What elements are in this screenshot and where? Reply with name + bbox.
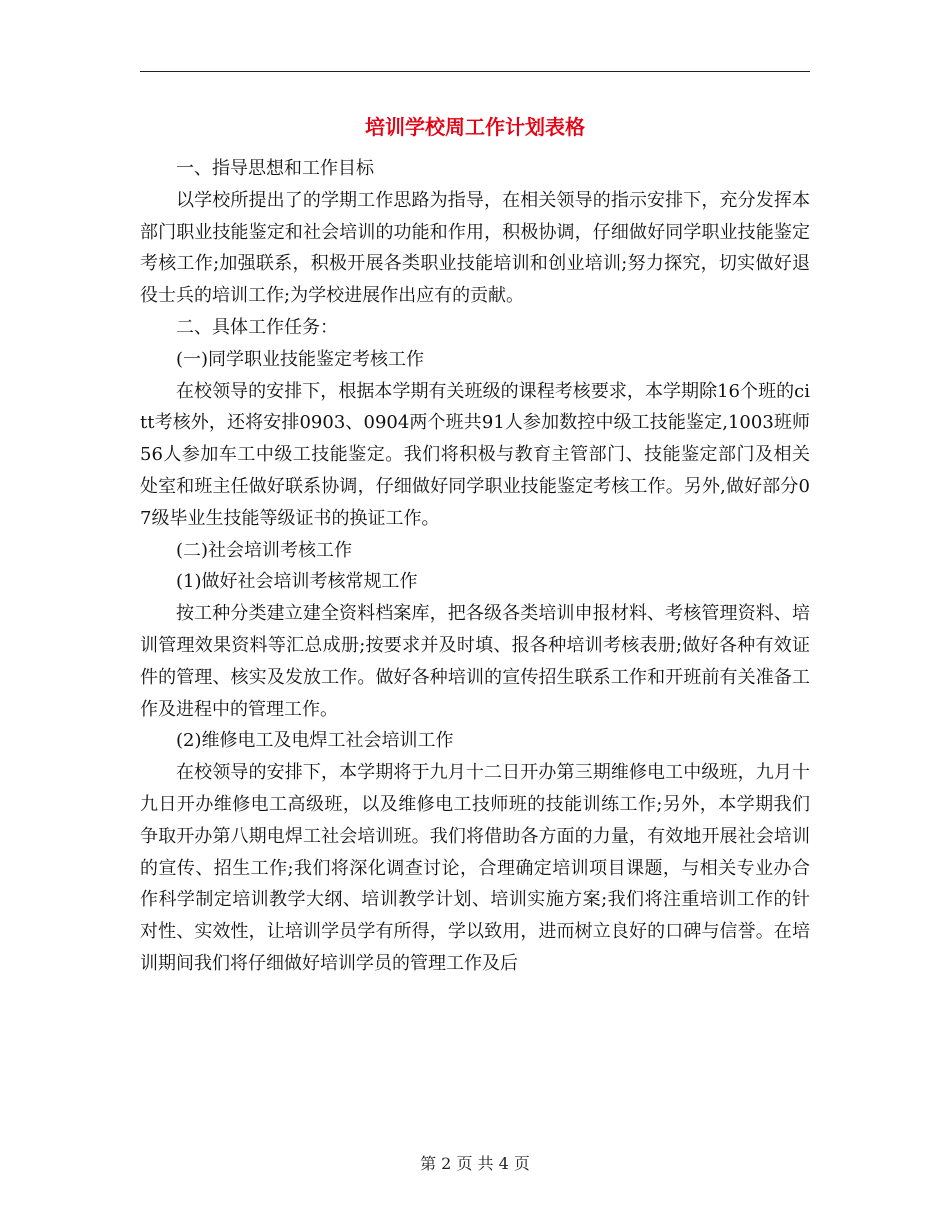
header-rule <box>140 71 810 72</box>
paragraph-subheading: (1)做好社会培训考核常规工作 <box>176 571 418 593</box>
paragraph-subheading: (2)维修电工及电焊工社会培训工作 <box>176 730 454 752</box>
paragraph: 按工种分类建立建全资料档案库，把各级各类培训申报材料、考核管理资料、培训管理效果资料等汇总成册;按要求并及时填、报各种培训考核表册;做好各种有效证件的管理、核实及发放工作。做好各种培训的宣传招生联系工作和开班前有关准备工作及进程中的管理工作。 <box>140 603 810 720</box>
document-title: 培训学校周工作计划表格 <box>365 115 585 139</box>
paragraph-subheading: (二)社会培训考核工作 <box>176 539 353 561</box>
paragraph: 在校领导的安排下，本学期将于九月十二日开办第三期维修电工中级班，九月十九日开办维修电工高级班，以及维修电工技师班的技能训练工作;另外，本学期我们争取开办第八期电焊工社会培训班。我们将借助各方面的力量，有效地开展社会培训的宣传、招生工作;我们将深化调查讨论，合理确定培训项目课题，与相关专业办合作科学制定培训教学大纲、培训教学计划、培训实施方案;我们将注重培训工作的针对性、实效性，让培训学员学有所得，学以致用，进而树立良好的口碑与信誉。在培训期间我们将仔细做好培训学员的管理工作及后 <box>140 762 810 974</box>
paragraph-heading-1: 一、指导思想和工作目标 <box>176 158 374 179</box>
paragraph: 以学校所提出了的学期工作思路为指导，在相关领导的指示安排下，充分发挥本部门职业技能鉴定和社会培训的功能和作用，积极协调，仔细做好同学职业技能鉴定考核工作;加强联系，积极开展各类职业技能培训和创业培训;努力探究，切实做好退役士兵的培训工作;为学校进展作出应有的贡献。 <box>140 189 810 307</box>
paragraph-subheading: (一)同学职业技能鉴定考核工作 <box>176 348 425 370</box>
paragraph: 在校领导的安排下，根据本学期有关班级的课程考核要求，本学期除16个班的citt考核外，还将安排0903、0904两个班共91人参加数控中级工技能鉴定,1003班师56人参加车工中级工技能鉴定。我们将积极与教育主管部门、技能鉴定部门及相关处室和班主任做好联系协调，仔细做好同学职业技能鉴定考核工作。另外,做好部分07级毕业生技能等级证书的换证工作。 <box>140 380 811 529</box>
page-number-footer: 第 2 页 共 4 页 <box>420 1154 530 1173</box>
paragraph-heading-2: 二、具体工作任务： <box>176 316 338 338</box>
document-body <box>140 111 810 980</box>
